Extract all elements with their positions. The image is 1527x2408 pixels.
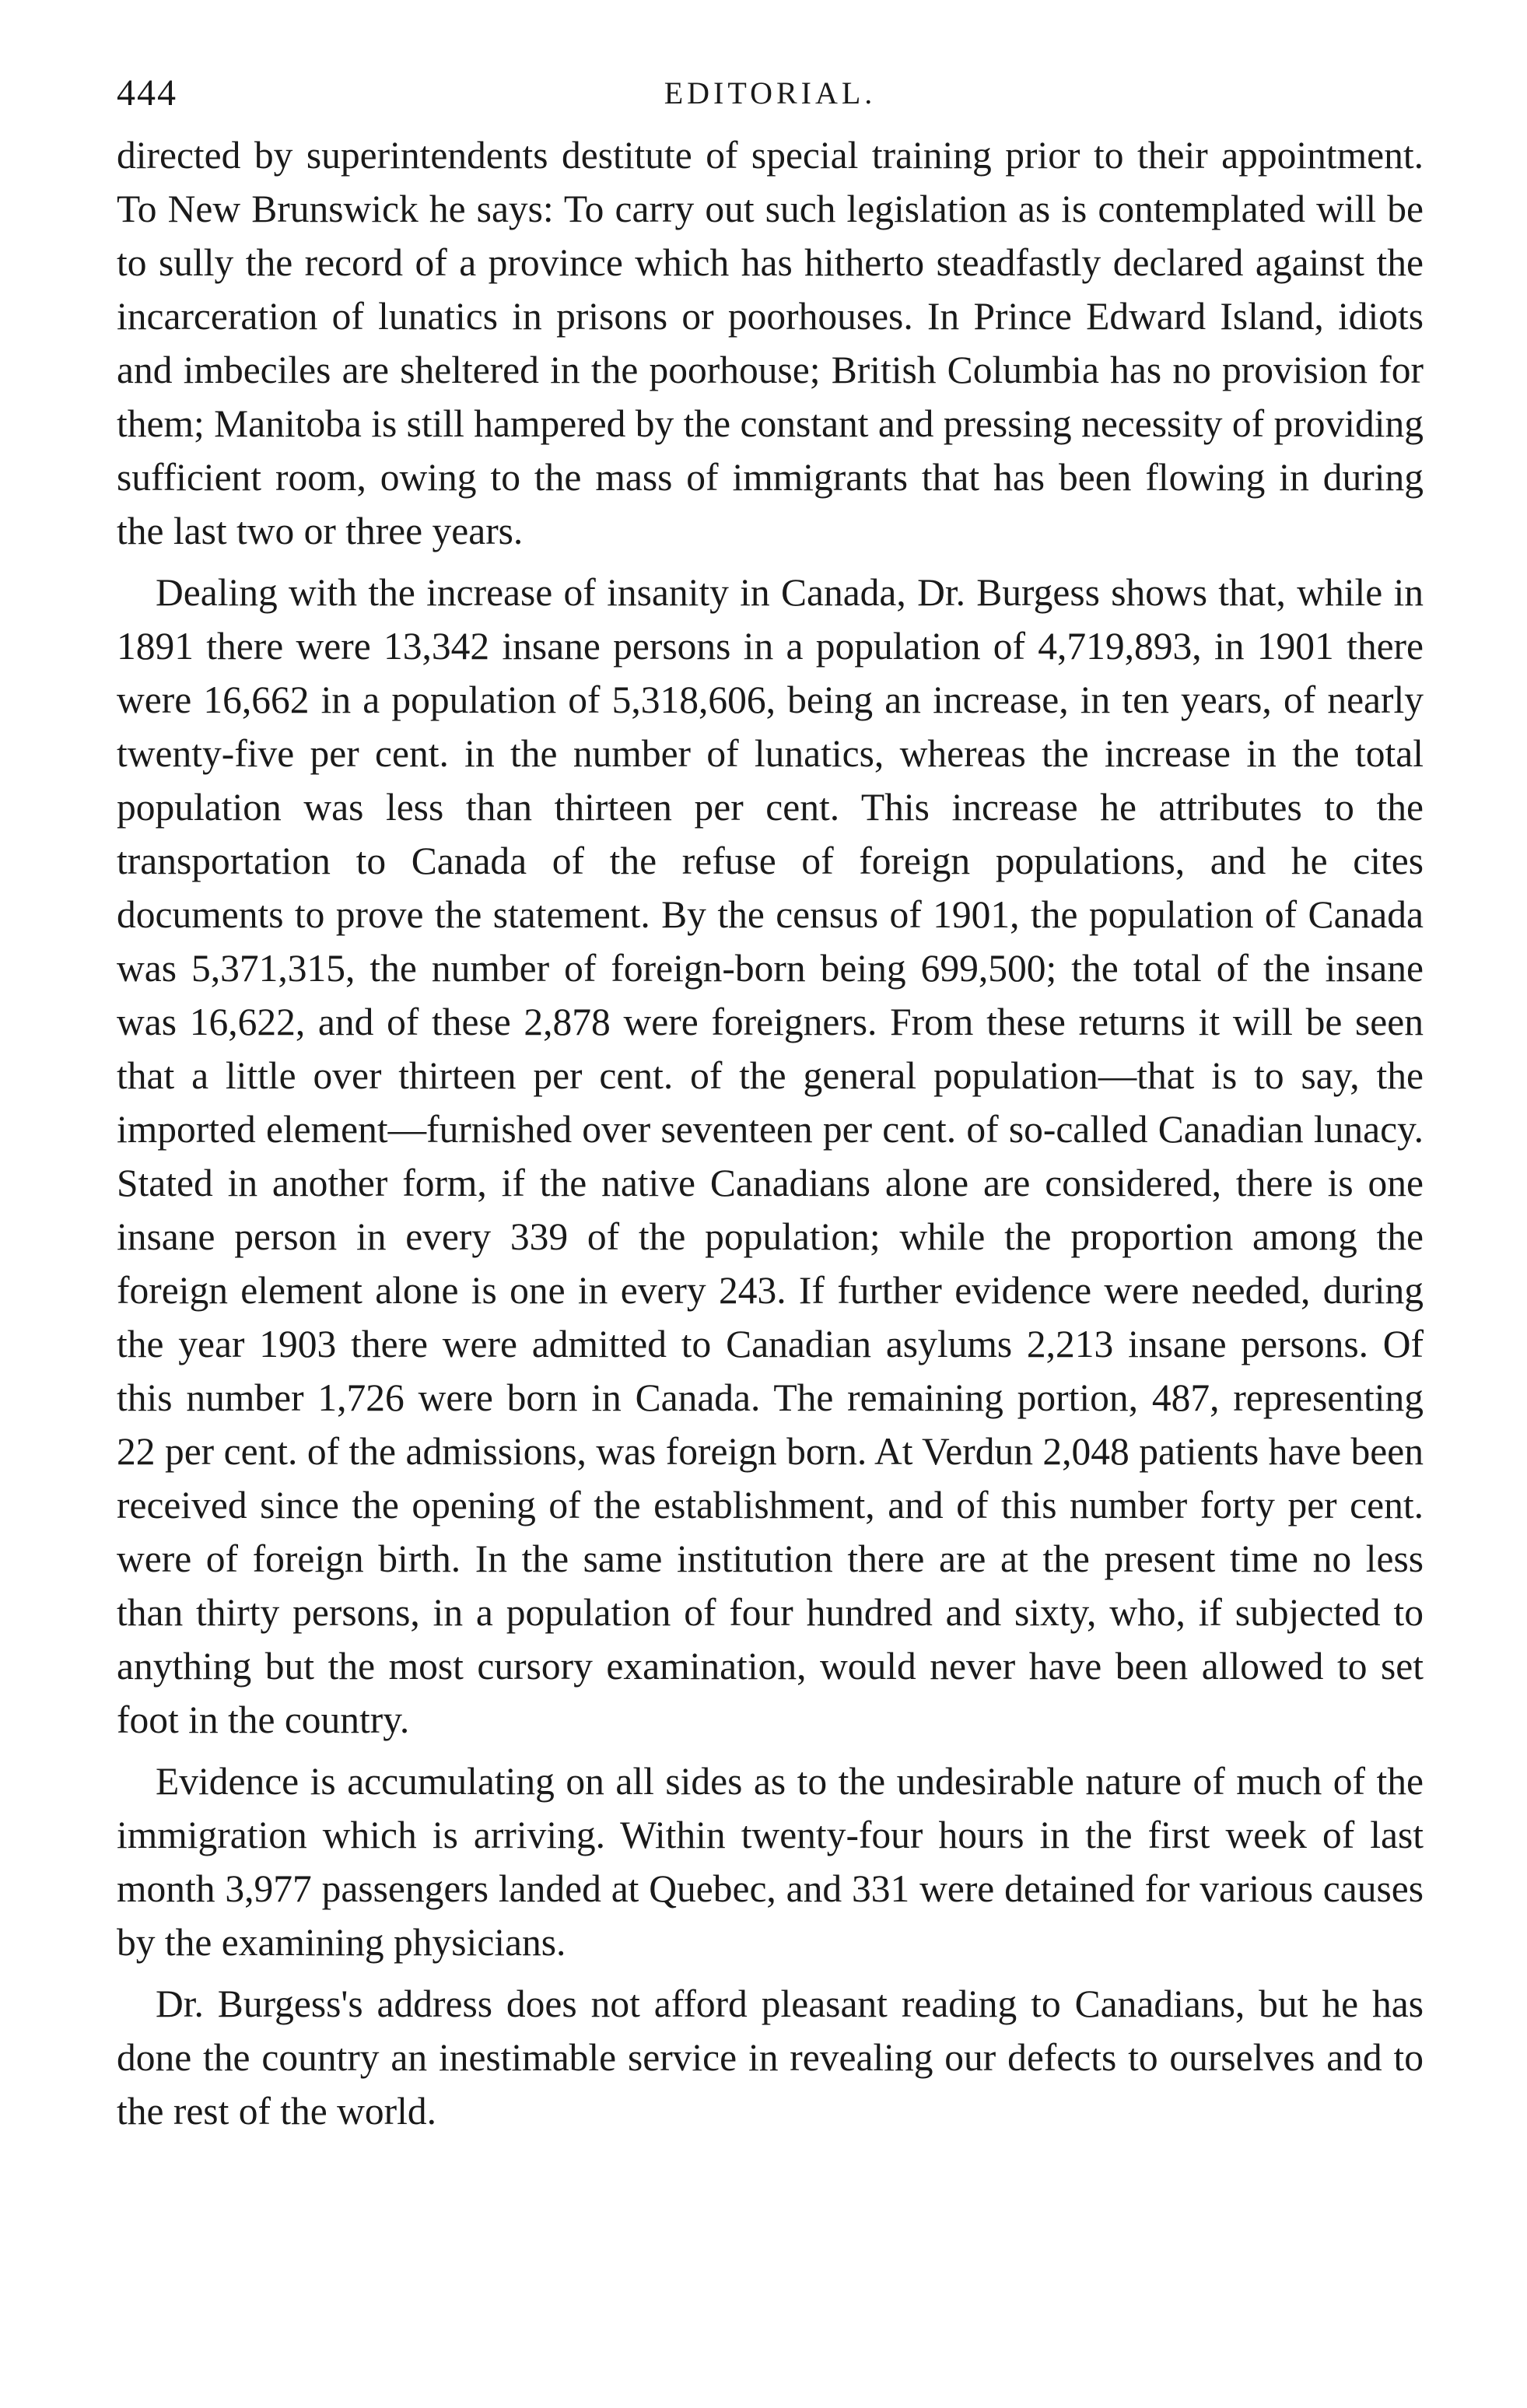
- paragraph-conclusion: Dr. Burgess's address does not afford pleasant reading to Canadians, but he has done the country an inestimable service in revealing our defects to ourselves and to the rest of the world.: [117, 1982, 1424, 2133]
- running-head: [117, 66, 1424, 121]
- body-text: [117, 128, 1424, 2138]
- page-number: 444: [117, 72, 177, 114]
- paragraph-immigration-evidence: Evidence is accumulating on all sides as to the undesirable nature of much of the immigration which is arriving. Within twenty-four hours in the first week of last month 3,977 passengers landed at Quebec, and 331 were detained for various causes by the examining physicians.: [117, 1760, 1424, 1964]
- paragraph-continuation: directed by superintendents destitute of special training prior to their appointment. To New Brunswick he says: To carry out such legislation as is contemplated will be to sully the record of a province which has hitherto steadfastly declared against the incarceration of lunatics in prisons or poorhouses. In Prince Edward Island, idiots and imbeciles are sheltered in the poorhouse; British Columbia has no provision for them; Manitoba is still hampered by the constant and pressing necessity of providing sufficient room, owing to the mass of immigrants that has been flowing in during the last two or three years.: [117, 134, 1424, 552]
- book-page: [117, 66, 1424, 2138]
- section-title: EDITORIAL.: [664, 75, 877, 110]
- paragraph-insanity-increase: Dealing with the increase of insanity in Canada, Dr. Burgess shows that, while in 1891 there were 13,342 insane persons in a population of 4,719,893, in 1901 there were 16,662 in a population of 5,318,606, being an increase, in ten years, of nearly twenty-five per cent. in the number of lunatics, whereas the increase in the total population was less than thirteen per cent. This increase he attributes to the transportation to Canada of the refuse of foreign populations, and he cites documents to prove the statement. By the census of 1901, the population of Canada was 5,371,315, the number of foreign-born being 699,500; the total of the insane was 16,622, and of these 2,878 were foreigners. From these returns it will be seen that a little over thirteen per cent. of the general population—that is to say, the imported element—furnished over seventeen per cent. of so-called Canadian lunacy. Stated in another form, if the native Canadians alone are considered, there is one insane person in every 339 of the population; while the proportion among the foreign element alone is one in every 243. If further evidence were needed, during the year 1903 there were admitted to Canadian asylums 2,213 insane persons. Of this number 1,726 were born in Canada. The remaining portion, 487, representing 22 per cent. of the admissions, was foreign born. At Verdun 2,048 patients have been received since the opening of the establishment, and of this number forty per cent. were of foreign birth. In the same institution there are at the present time no less than thirty persons, in a population of four hundred and sixty, who, if subjected to anything but the most cursory examination, would never have been allowed to set foot in the country.: [117, 571, 1424, 1741]
